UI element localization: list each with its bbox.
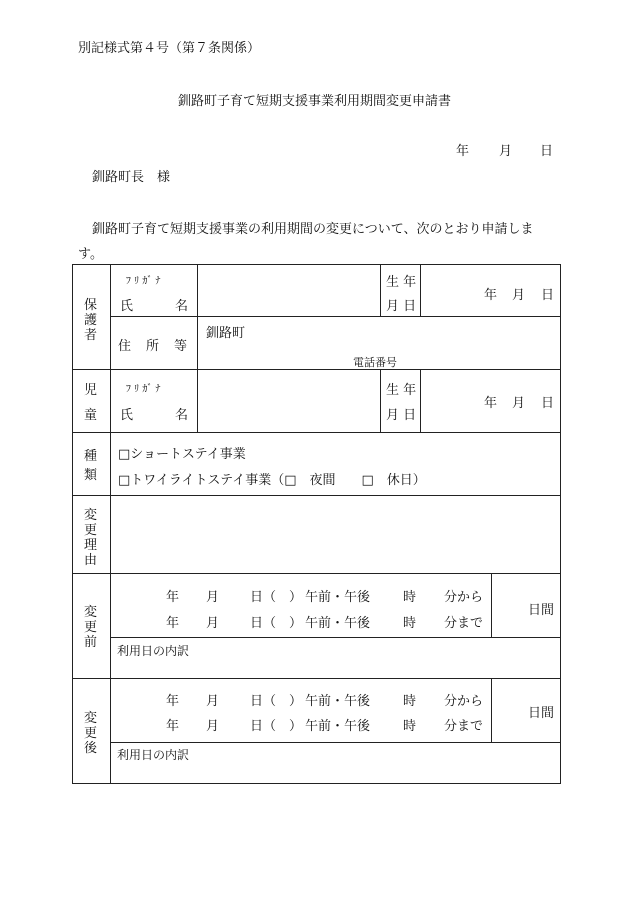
after-line2-minute: 分まで xyxy=(444,719,484,734)
before-line2-year: 年 xyxy=(166,616,180,631)
child-section-char1: 児 xyxy=(84,383,98,398)
after-breakdown-label: 利用日の内訳 xyxy=(117,748,190,762)
guardian-address-label-1: 住 xyxy=(118,339,132,354)
after-section-char1: 変 xyxy=(84,711,98,726)
guardian-phone-label: 電話番号 xyxy=(353,356,397,369)
date-month: 月 xyxy=(499,144,513,159)
before-section-char1: 変 xyxy=(84,605,98,620)
guardian-address-label-3: 等 xyxy=(174,339,188,354)
guardian-address-label-2: 所 xyxy=(146,339,160,354)
before-line1-minute: 分から xyxy=(444,590,484,605)
reason-section-char3: 理 xyxy=(84,538,98,553)
guardian-address-value: 釧路町 xyxy=(206,326,246,341)
type-section-char1: 種 xyxy=(84,449,98,464)
reason-section-char2: 更 xyxy=(84,523,98,538)
after-line1-ampm: 午前・午後 xyxy=(305,694,371,709)
after-line2-year: 年 xyxy=(166,719,180,734)
guardian-section-char3: 者 xyxy=(84,328,98,343)
reason-section-char1: 変 xyxy=(84,508,98,523)
after-line1-day: 日（ ） xyxy=(250,694,303,709)
before-line1-hour: 時 xyxy=(403,590,417,605)
before-line2-ampm: 午前・午後 xyxy=(305,616,371,631)
before-section-char2: 更 xyxy=(84,620,98,635)
before-line1-ampm: 午前・午後 xyxy=(305,590,371,605)
after-line1-minute: 分から xyxy=(444,694,484,709)
document-title: 釧路町子育て短期支援事業利用期間変更申請書 xyxy=(178,94,452,109)
after-line1-hour: 時 xyxy=(403,694,417,709)
reason-section-char4: 由 xyxy=(84,553,98,568)
before-line2-month: 月 xyxy=(206,616,220,631)
form-number: 別記様式第４号（第７条関係） xyxy=(78,41,261,56)
before-line2-hour: 時 xyxy=(403,616,417,631)
date-year: 年 xyxy=(456,144,470,159)
before-line2-day: 日（ ） xyxy=(250,616,303,631)
after-days-label: 日間 xyxy=(528,706,555,721)
before-line1-year: 年 xyxy=(166,590,180,605)
child-furigana-label: ﾌ ﾘ ｶﾞ ﾅ xyxy=(126,384,161,395)
guardian-birth-day: 日 xyxy=(541,288,555,303)
type-option-shortstay[interactable]: □ショートステイ事業 xyxy=(118,447,246,462)
type-option-twilightstay[interactable]: □トワイライトステイ事業（□ 夜間 □ 休日） xyxy=(118,473,426,488)
guardian-furigana-label: ﾌ ﾘ ｶﾞ ﾅ xyxy=(126,276,161,287)
guardian-birth-year: 年 xyxy=(484,288,498,303)
addressee: 釧路町長 様 xyxy=(92,170,171,185)
after-section-char2: 更 xyxy=(84,726,98,741)
guardian-section-char2: 護 xyxy=(84,313,98,328)
child-birth-day: 日 xyxy=(541,396,555,411)
child-birth-year: 年 xyxy=(484,396,498,411)
before-line1-day: 日（ ） xyxy=(250,590,303,605)
child-birth-month: 月 xyxy=(512,396,526,411)
date-day: 日 xyxy=(540,144,554,159)
child-birth-label-2: 月 日 xyxy=(386,408,417,423)
child-name-label-1: 氏 xyxy=(120,408,134,423)
before-breakdown-label: 利用日の内訳 xyxy=(117,644,190,658)
reason-input-area[interactable] xyxy=(112,497,559,572)
guardian-name-label-2: 名 xyxy=(175,299,189,314)
guardian-birth-label-1: 生 年 xyxy=(386,275,417,290)
guardian-birth-label-2: 月 日 xyxy=(386,299,417,314)
guardian-name-label-1: 氏 xyxy=(120,299,134,314)
after-line2-hour: 時 xyxy=(403,719,417,734)
type-section-char2: 類 xyxy=(84,468,98,483)
after-line2-day: 日（ ） xyxy=(250,719,303,734)
statement-line1: 釧路町子育て短期支援事業の利用期間の変更について、次のとおり申請しま xyxy=(92,222,534,237)
child-section-char2: 童 xyxy=(84,408,98,423)
before-line1-month: 月 xyxy=(206,590,220,605)
before-section-char3: 前 xyxy=(84,635,98,650)
after-line1-month: 月 xyxy=(206,694,220,709)
after-section-char3: 後 xyxy=(84,741,98,756)
after-line1-year: 年 xyxy=(166,694,180,709)
guardian-birth-month: 月 xyxy=(512,288,526,303)
before-line2-minute: 分まで xyxy=(444,616,484,631)
before-days-label: 日間 xyxy=(528,603,555,618)
after-line2-month: 月 xyxy=(206,719,220,734)
guardian-section-char1: 保 xyxy=(84,298,98,313)
after-line2-ampm: 午前・午後 xyxy=(305,719,371,734)
child-birth-label-1: 生 年 xyxy=(386,383,417,398)
statement-line2: す。 xyxy=(78,247,103,262)
child-name-label-2: 名 xyxy=(175,408,189,423)
